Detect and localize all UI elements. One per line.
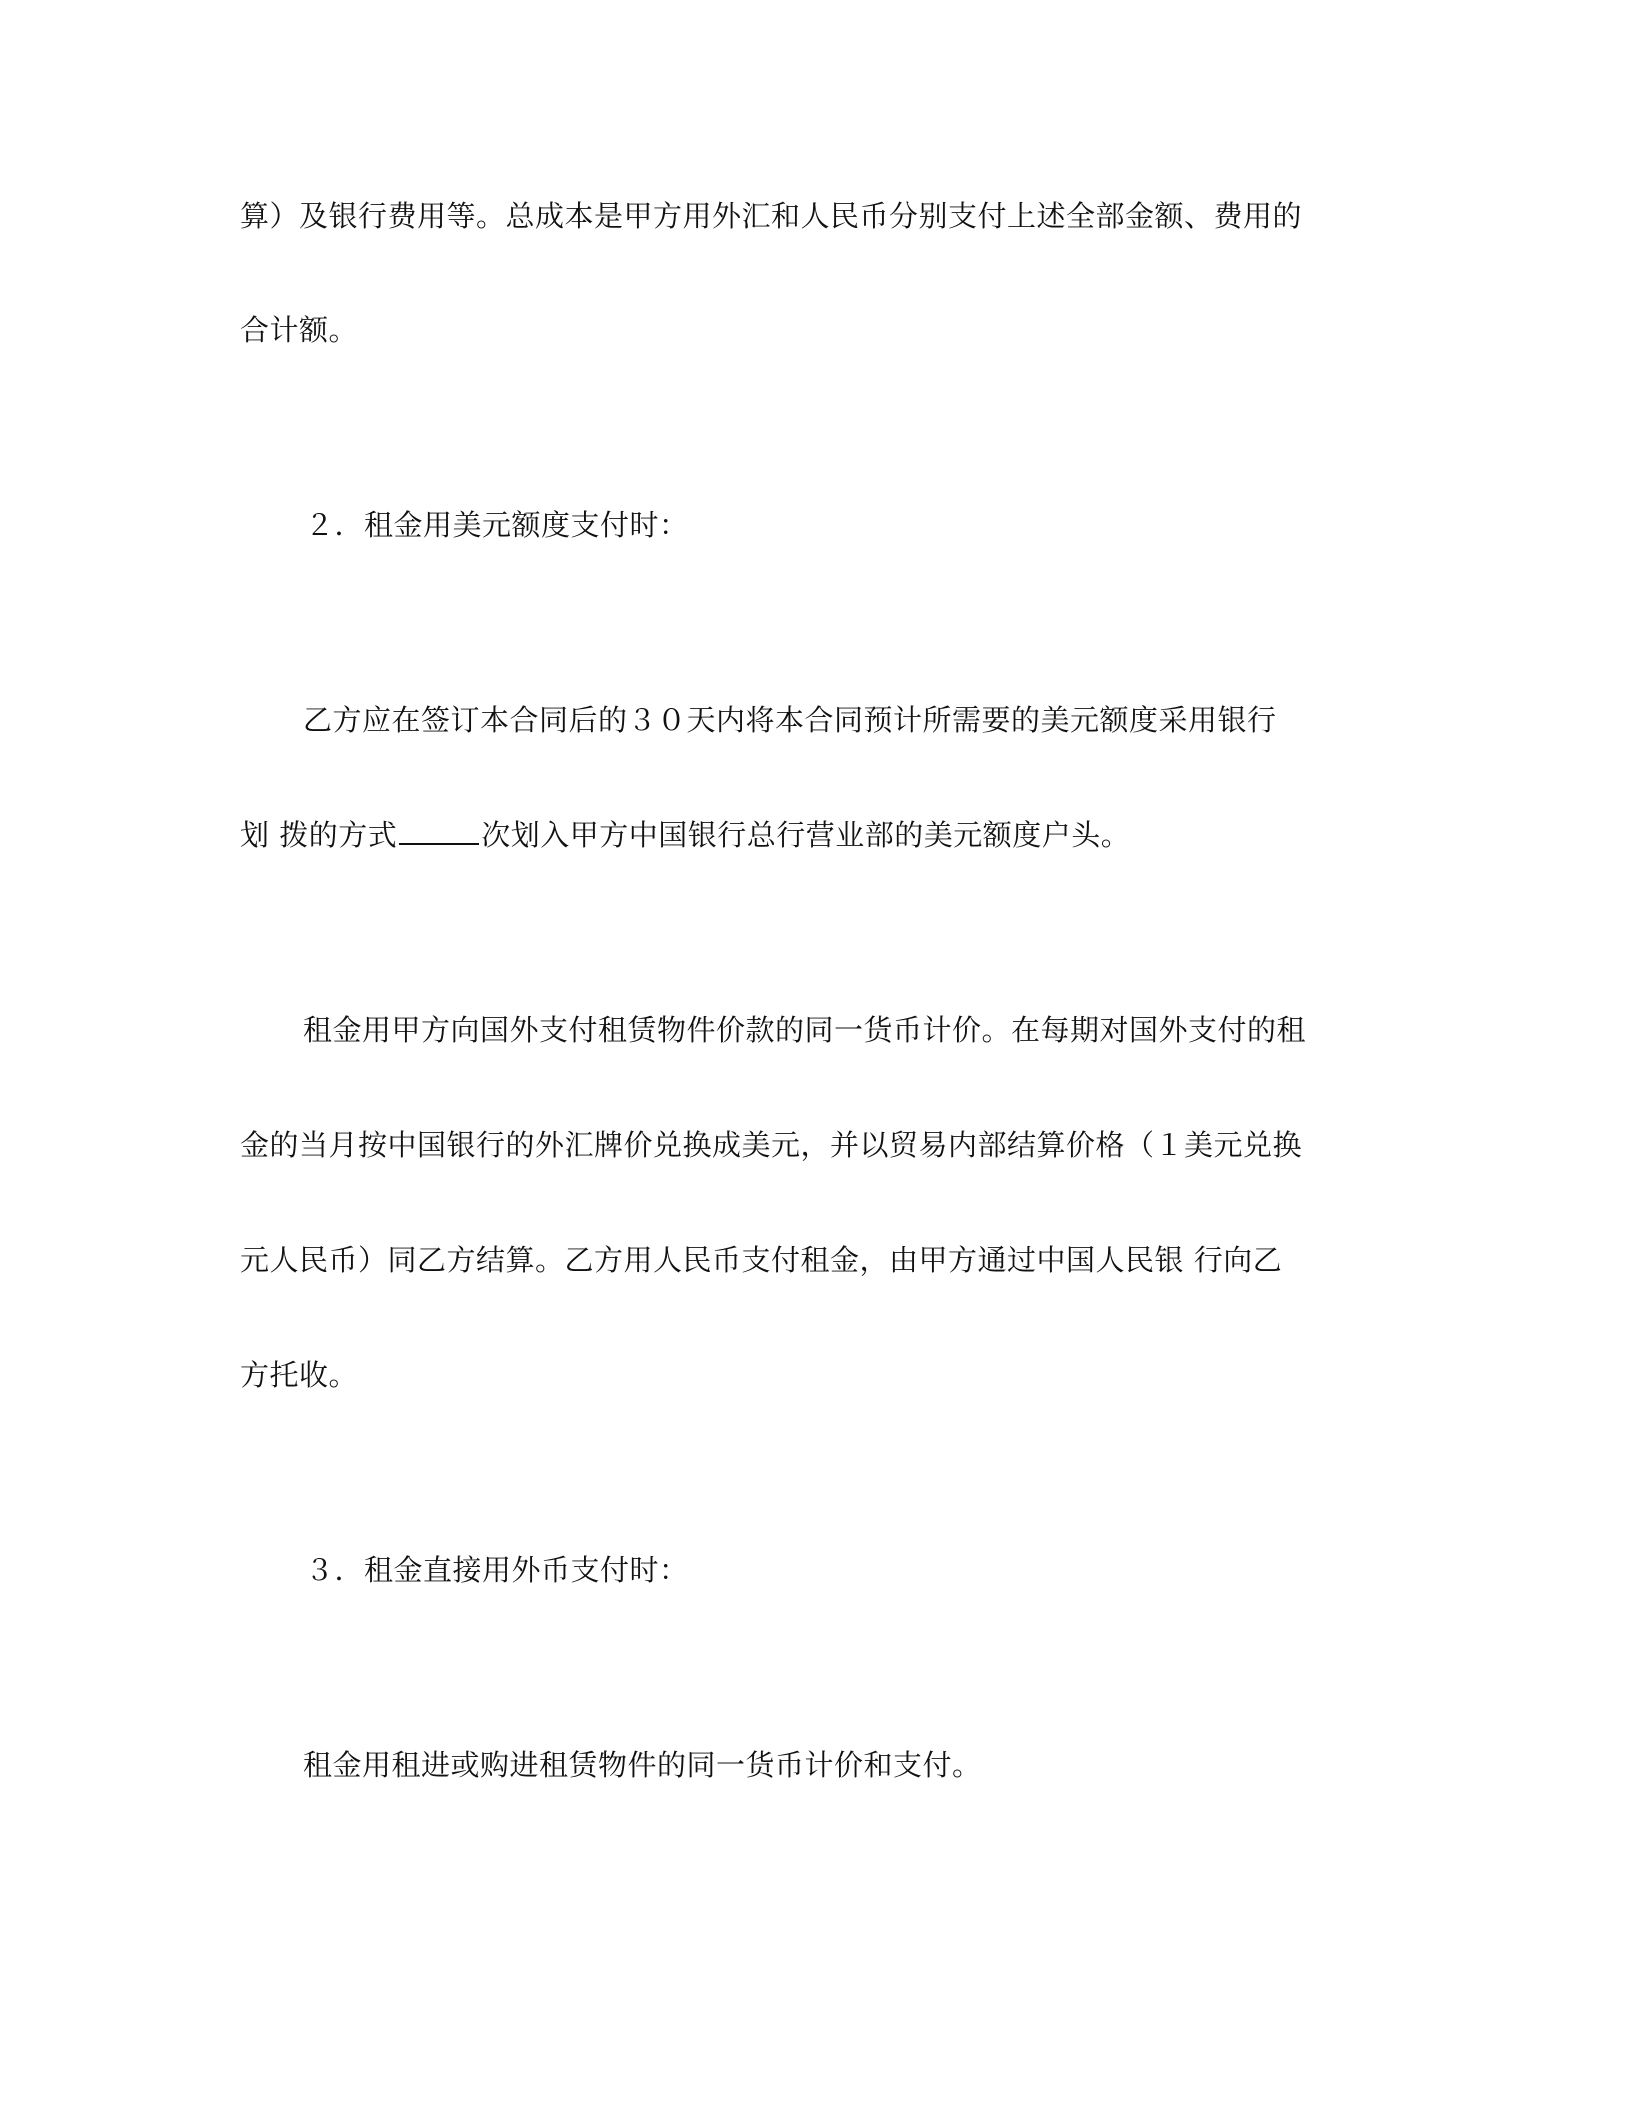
paragraph-line (240, 815, 1130, 855)
section-heading-3: ３．租金直接用外币支付时： (305, 1553, 689, 1587)
paragraph-line: 租金用甲方向国外支付租赁物件价款的同一货币计价。在每期对国外支付的租 (303, 1013, 1307, 1047)
fill-in-blank (399, 815, 479, 845)
paragraph-line: 租金用租进或购进租赁物件的同一货币计价和支付。 (303, 1748, 982, 1782)
paragraph-line: 合计额。 (240, 313, 359, 347)
paragraph-line: 元人民币）同乙方结算。乙方用人民币支付租金，由甲方通过中国人民银 行向乙 (240, 1243, 1283, 1277)
paragraph-line: 金的当月按中国银行的外汇牌价兑换成美元，并以贸易内部结算价格（１美元兑换 (240, 1128, 1303, 1162)
paragraph-text: 划 拨的方式 (240, 818, 398, 852)
paragraph-line: 算）及银行费用等。总成本是甲方用外汇和人民币分别支付上述全部金额、费用的 (240, 199, 1303, 233)
paragraph-text: 次划入甲方中国银行总行营业部的美元额度户头。 (481, 818, 1131, 852)
paragraph-line: 方托收。 (240, 1358, 359, 1392)
paragraph-line: 乙方应在签订本合同后的３０天内将本合同预计所需要的美元额度采用银行 (303, 703, 1277, 737)
section-heading-2: ２．租金用美元额度支付时： (305, 508, 689, 542)
